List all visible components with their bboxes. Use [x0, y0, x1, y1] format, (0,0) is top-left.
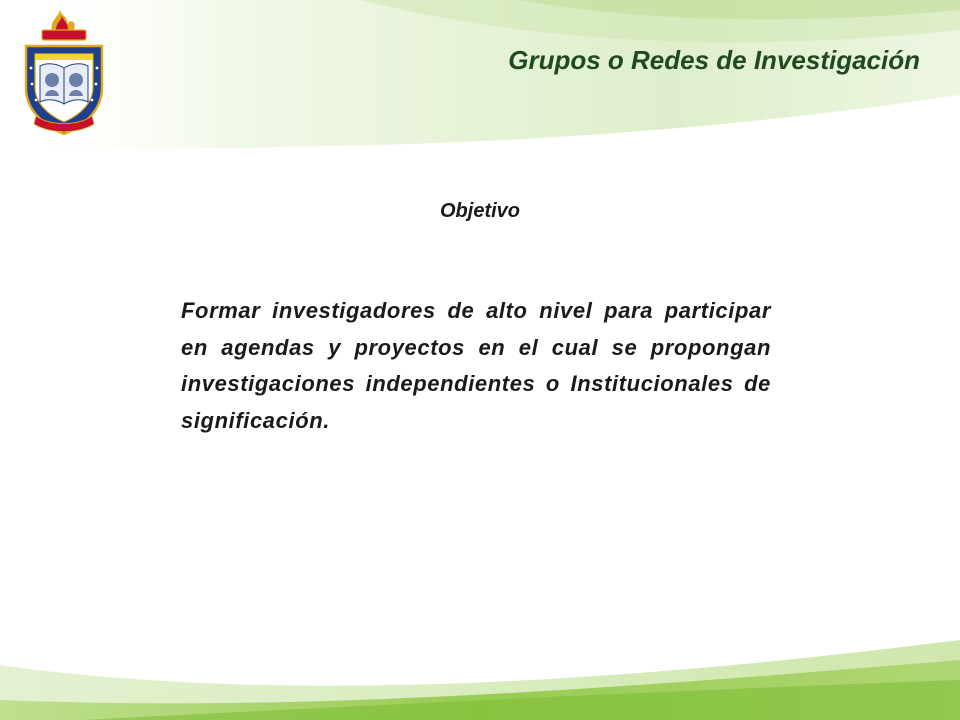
section-heading: Objetivo: [439, 200, 520, 222]
unefa-logo: [20, 8, 108, 140]
objective-paragraph: Formar investigadores de alto nivel para participar en agendas y proyectos en el cual se propongan investigaciones independientes o Institucionales de significación.: [181, 298, 771, 433]
slide-title: Grupos o Redes de Investigación: [508, 45, 920, 75]
